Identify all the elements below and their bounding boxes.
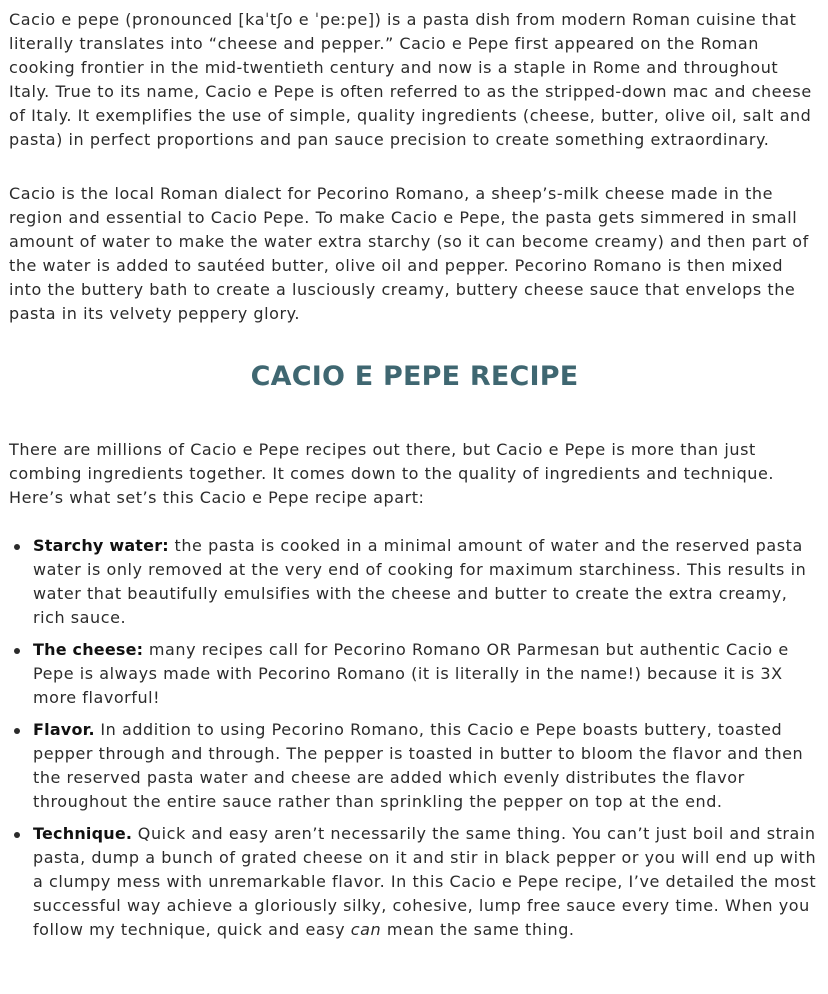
feature-list [9, 534, 820, 942]
bullet-icon [14, 728, 20, 734]
list-item-text-after: mean the same thing. [381, 920, 575, 939]
list-item-term: Starchy water: [33, 536, 169, 555]
section-heading: CACIO E PEPE RECIPE [250, 361, 579, 392]
list-item [9, 534, 820, 630]
list-item-term: The cheese: [33, 640, 144, 659]
recipe-intro-paragraph: There are millions of Cacio e Pepe recipes out there, but Cacio e Pepe is more than just combing ingredients together. It comes down to the quality of ingredients and technique. Here’s what set’s this Cacio e Pepe recipe apart: [9, 440, 774, 507]
intro-paragraph-pronunciation: Cacio e pepe (pronounced [kaˈtʃo e ˈpeːpe]) is a pasta dish from modern Roman cuisine that literally translates into “cheese and pepper.” Cacio e Pepe first appeared on the Roman cooking frontier in the mid-twentieth century and now is a staple in Rome and throughout Italy. True to its name, Cacio e Pepe is often referred to as the stripped-down mac and cheese of Italy. It exemplifies the use of simple, quality ingredients (cheese, butter, olive oil, salt and pasta) in perfect proportions and pan sauce precision to create something extraordinary. [9, 10, 812, 149]
list-item [9, 718, 820, 814]
list-item-text: Quick and easy aren’t necessarily the same thing. You can’t just boil and strain pasta, dump a bunch of grated cheese on it and stir in black pepper or you will end up with a clumpy mess with unremarkable flavor. In this Cacio e Pepe recipe, I’ve detailed the most successful way achieve a gloriously silky, cohesive, lump free sauce every time. When you follow my technique, quick and easy [33, 824, 817, 939]
list-item-text: In addition to using Pecorino Romano, this Cacio e Pepe boasts buttery, toasted pepper through and through. The pepper is toasted in butter to bloom the flavor and then the reserved pasta water and cheese are added which evenly distributes the flavor throughout the entire sauce rather than sprinkling the pepper on top at the end. [33, 720, 804, 811]
bullet-icon [14, 832, 20, 838]
list-item-emphasis: can [350, 920, 382, 939]
bullet-icon [14, 648, 20, 654]
intro-paragraph-cacio-definition: Cacio is the local Roman dialect for Pecorino Romano, a sheep’s-milk cheese made in the region and essential to Cacio Pepe. To make Cacio e Pepe, the pasta gets simmered in small amount of water to make the water extra starchy (so it can become creamy) and then part of the water is added to sautéed butter, olive oil and pepper. Pecorino Romano is then mixed into the buttery bath to create a lusciously creamy, buttery cheese sauce that envelops the pasta in its velvety peppery glory. [9, 184, 809, 323]
list-item-term: Flavor. [33, 720, 95, 739]
bullet-icon [14, 544, 20, 550]
list-item [9, 822, 820, 942]
list-item-text: the pasta is cooked in a minimal amount of water and the reserved pasta water is only removed at the very end of cooking for maximum starchiness. This results in water that beautifully emulsifies with the cheese and butter to create the extra creamy, rich sauce. [33, 536, 807, 627]
list-item-text: many recipes call for Pecorino Romano OR Parmesan but authentic Cacio e Pepe is always made with Pecorino Romano (it is literally in the name!) because it is 3X more flavorful! [33, 640, 789, 707]
list-item [9, 638, 820, 710]
list-item-term: Technique. [33, 824, 133, 843]
